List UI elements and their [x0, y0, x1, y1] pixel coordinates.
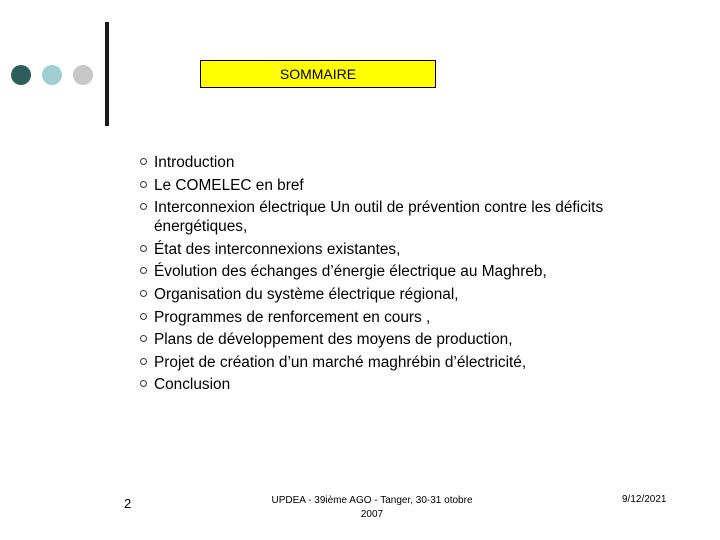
agenda-item-text: Interconnexion électrique Un outil de prévention contre les déficits énergétiques, [154, 199, 604, 236]
agenda-item [140, 375, 700, 394]
circle-bullet-icon [140, 245, 147, 252]
agenda-item-text: Évolution des échanges d’énergie électrique au Maghreb, [154, 263, 547, 281]
page-number: 2 [124, 496, 132, 511]
footer-date: 9/12/2021 [622, 494, 667, 505]
footer-event-line1: UPDEA - 39ième AGO - Tanger, 30-31 otobre [271, 495, 473, 506]
agenda-item [140, 353, 700, 372]
footer-event-line2: 2007 [360, 509, 384, 520]
agenda-item [140, 240, 700, 259]
agenda-item-text: Organisation du système électrique régional, [154, 285, 459, 303]
agenda-item-text: Introduction [154, 154, 235, 171]
dark-teal-dot [11, 65, 31, 85]
agenda-item [140, 198, 700, 236]
circle-bullet-icon [140, 181, 147, 188]
vertical-divider [105, 22, 109, 126]
light-teal-dot [42, 65, 62, 85]
agenda-item [140, 330, 700, 349]
circle-bullet-icon [140, 380, 147, 387]
circle-bullet-icon [140, 335, 147, 342]
circle-bullet-icon [140, 358, 147, 365]
agenda-item-text: Projet de création d’un marché maghrébin d’électricité, [154, 353, 527, 371]
agenda-item-text: Conclusion [154, 376, 231, 394]
slide-title-text: SOMMAIRE [279, 66, 357, 82]
agenda-item-text: Le COMELEC en bref [154, 176, 304, 194]
agenda-item-text: Plans de développement des moyens de production, [154, 331, 513, 349]
agenda-item [140, 285, 700, 304]
agenda-list [140, 153, 700, 398]
decorative-dots [11, 65, 95, 85]
agenda-item-text: Programmes de renforcement en cours , [154, 308, 431, 326]
agenda-item [140, 308, 700, 327]
footer-event [262, 494, 482, 522]
circle-bullet-icon [140, 158, 147, 165]
circle-bullet-icon [140, 267, 147, 274]
gray-dot [73, 65, 93, 85]
agenda-item [140, 153, 700, 172]
agenda-item [140, 176, 700, 195]
agenda-item-text: État des interconnexions existantes, [154, 240, 401, 258]
agenda-item [140, 262, 700, 281]
circle-bullet-icon [140, 203, 147, 210]
circle-bullet-icon [140, 313, 147, 320]
slide-title [200, 60, 436, 88]
circle-bullet-icon [140, 290, 147, 297]
